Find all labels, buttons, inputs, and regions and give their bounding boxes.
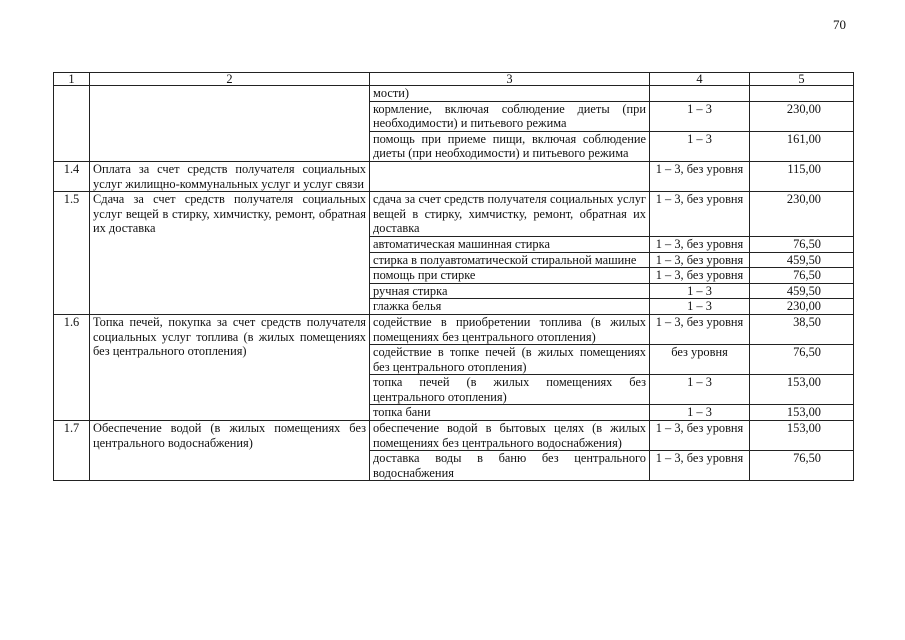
item-number-cell: 1.4: [54, 161, 90, 191]
service-name-cell: Топка печей, покупка за счет средств получателя социальных услуг топлива (в жилых помещениях без центрального отопления): [90, 314, 370, 420]
subservice-cell: доставка воды в баню без центрального водоснабжения: [370, 451, 650, 481]
item-number-cell: 1.6: [54, 314, 90, 420]
level-cell: 1 – 3, без уровня: [650, 192, 750, 237]
item-number-cell: 1.5: [54, 192, 90, 315]
subservice-cell: ручная стирка: [370, 283, 650, 299]
subservice-cell: глажка белья: [370, 299, 650, 315]
table-row: [54, 421, 854, 451]
table-row: [54, 86, 854, 102]
level-cell: без уровня: [650, 345, 750, 375]
page-number: 70: [833, 17, 846, 32]
services-table: [53, 72, 854, 481]
level-cell: 1 – 3, без уровня: [650, 161, 750, 191]
price-cell: 459,50: [750, 283, 854, 299]
price-cell: 76,50: [750, 236, 854, 252]
subservice-cell: содействие в топке печей (в жилых помещениях без центрального отопления): [370, 345, 650, 375]
column-header: 1: [54, 73, 90, 86]
level-cell: 1 – 3: [650, 101, 750, 131]
column-header: 2: [90, 73, 370, 86]
level-cell: 1 – 3, без уровня: [650, 268, 750, 284]
subservice-cell: кормление, включая соблюдение диеты (при необходимости) и питьевого режима: [370, 101, 650, 131]
price-cell: 38,50: [750, 314, 854, 344]
level-cell: 1 – 3: [650, 405, 750, 421]
column-header: 5: [750, 73, 854, 86]
price-cell: 115,00: [750, 161, 854, 191]
subservice-cell: топка бани: [370, 405, 650, 421]
subservice-cell: топка печей (в жилых помещениях без центрального отопления): [370, 375, 650, 405]
level-cell: 1 – 3, без уровня: [650, 451, 750, 481]
service-name-cell: Сдача за счет средств получателя социальных услуг вещей в стирку, химчистку, ремонт, обратная их доставка: [90, 192, 370, 315]
subservice-cell: автоматическая машинная стирка: [370, 236, 650, 252]
price-cell: 76,50: [750, 451, 854, 481]
price-cell: 153,00: [750, 421, 854, 451]
level-cell: 1 – 3, без уровня: [650, 421, 750, 451]
subservice-cell: помощь при приеме пищи, включая соблюдение диеты (при необходимости) и питьевого режима: [370, 131, 650, 161]
level-cell: 1 – 3: [650, 131, 750, 161]
column-header: 4: [650, 73, 750, 86]
item-number-cell: 1.7: [54, 421, 90, 481]
price-cell: [750, 86, 854, 102]
subservice-cell: обеспечение водой в бытовых целях (в жилых помещениях без центрального водоснабжения): [370, 421, 650, 451]
level-cell: 1 – 3, без уровня: [650, 252, 750, 268]
level-cell: 1 – 3: [650, 283, 750, 299]
level-cell: 1 – 3, без уровня: [650, 236, 750, 252]
price-cell: 161,00: [750, 131, 854, 161]
price-cell: 153,00: [750, 375, 854, 405]
price-cell: 153,00: [750, 405, 854, 421]
price-cell: 230,00: [750, 192, 854, 237]
service-name-cell: [90, 86, 370, 162]
price-cell: 76,50: [750, 268, 854, 284]
service-name-cell: Обеспечение водой (в жилых помещениях без центрального водоснабжения): [90, 421, 370, 481]
column-header: 3: [370, 73, 650, 86]
table-row: [54, 192, 854, 237]
subservice-cell: мости): [370, 86, 650, 102]
price-cell: 230,00: [750, 101, 854, 131]
item-number-cell: [54, 86, 90, 162]
subservice-cell: содействие в приобретении топлива (в жилых помещениях без центрального отопления): [370, 314, 650, 344]
header-row: [54, 73, 854, 86]
price-cell: 230,00: [750, 299, 854, 315]
level-cell: 1 – 3: [650, 299, 750, 315]
subservice-cell: помощь при стирке: [370, 268, 650, 284]
table-row: [54, 314, 854, 344]
price-cell: 459,50: [750, 252, 854, 268]
service-name-cell: Оплата за счет средств получателя социальных услуг жилищно-коммунальных услуг и услуг связи: [90, 161, 370, 191]
subservice-cell: сдача за счет средств получателя социальных услуг вещей в стирку, химчистку, ремонт, обратная их доставка: [370, 192, 650, 237]
level-cell: [650, 86, 750, 102]
level-cell: 1 – 3: [650, 375, 750, 405]
price-cell: 76,50: [750, 345, 854, 375]
subservice-cell: стирка в полуавтоматической стиральной машине: [370, 252, 650, 268]
subservice-cell: [370, 161, 650, 191]
table-row: [54, 161, 854, 191]
level-cell: 1 – 3, без уровня: [650, 314, 750, 344]
